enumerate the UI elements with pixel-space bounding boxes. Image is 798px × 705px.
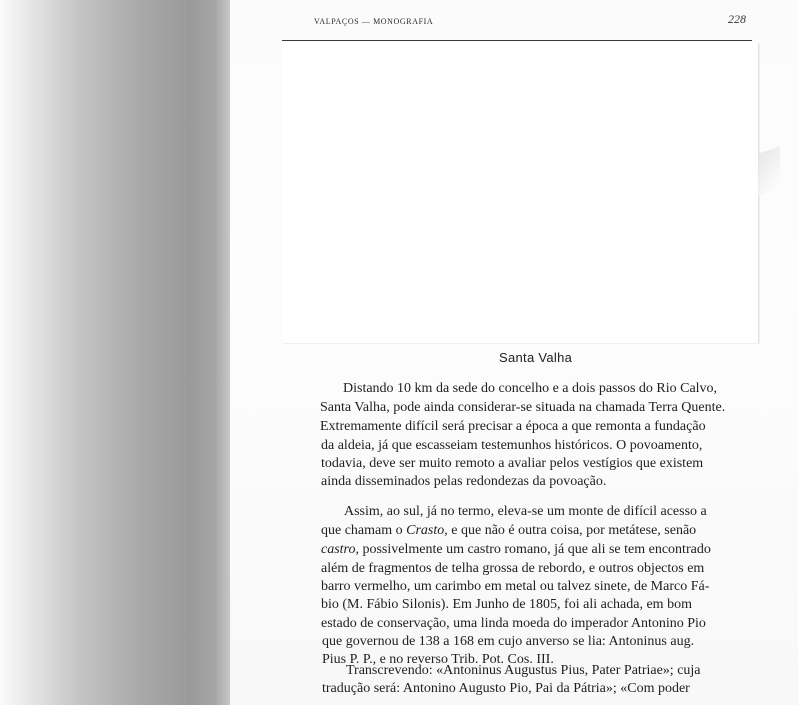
text-line: Assim, ao sul, já no termo, eleva-se um monte de difícil acesso a xyxy=(344,504,707,519)
text-line: da aldeia, já que escasseiam testemunhos históricos. O povoamento, xyxy=(321,438,703,453)
text-line: Pius P. P., e no reverso Trib. Pot. Cos. III. xyxy=(322,652,554,667)
text-line: todavia, deve ser muito remoto a avaliar pelos vestígios que existem xyxy=(321,456,704,471)
text-line: Santa Valha, pode ainda considerar-se situada na chamada Terra Quente. xyxy=(320,400,726,415)
section-title: Santa Valha xyxy=(499,350,573,365)
text-line: que governou de 138 a 168 em cujo anverso se lia: Antoninus aug. xyxy=(322,634,695,649)
text-line: Transcrevendo: «Antoninus Augustus Pius, Pater Patriae»; cuja xyxy=(346,663,701,678)
page-number: 228 xyxy=(728,12,746,26)
text-line: Distando 10 km da sede do concelho e a dois passos do Rio Calvo, xyxy=(343,381,718,396)
text-line: Extremamente difícil será precisar a época a que remonta a fundação xyxy=(320,419,706,434)
running-head: VALPAÇOS — MONOGRAFIA xyxy=(314,17,434,26)
text-line-with-italic: que chamam o Crasto, e que não é outra coisa, por metátese, senão xyxy=(321,523,697,538)
blank-insert-sheet xyxy=(282,43,759,343)
text-line-with-italic: castro, possivelmente um castro romano, já que ali se tem encontrado xyxy=(321,542,711,557)
text-line: ainda disseminados pelas redondezas da povoação. xyxy=(321,474,607,489)
text-line: estado de conservação, uma linda moeda do imperador Antonino Pio xyxy=(321,616,706,631)
paper-fold-mark xyxy=(758,146,780,195)
text-line: tradução será: Antonino Augusto Pio, Pai da Pátria»; «Com poder xyxy=(322,681,690,696)
text-line: bio (M. Fábio Silonis). Em Junho de 1805, foi ali achada, em bom xyxy=(321,597,692,612)
text-line: barro vermelho, um carimbo em metal ou talvez sinete, de Marco Fá- xyxy=(321,579,710,594)
header-rule xyxy=(282,40,752,41)
text-line: além de fragmentos de telha grossa de rebordo, e outros objectos em xyxy=(321,561,705,576)
